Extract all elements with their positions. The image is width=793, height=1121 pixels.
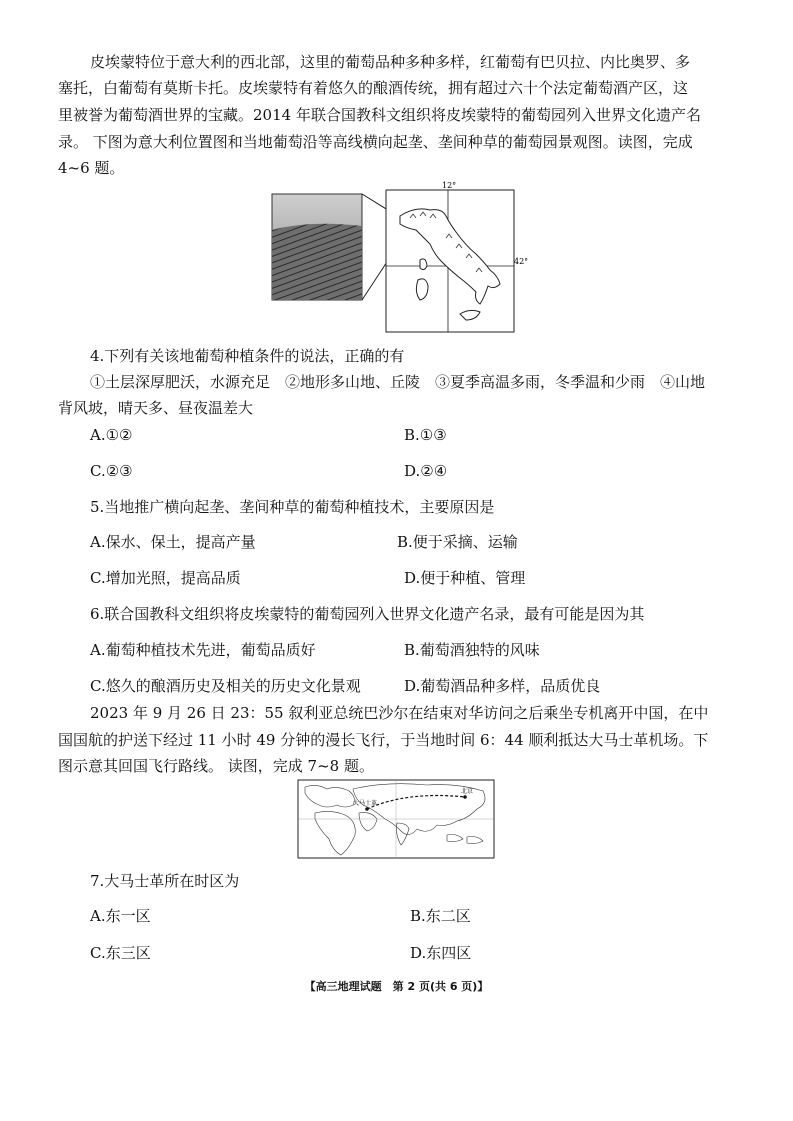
q5-stem: 5.当地推广横向起垄、垄间种草的葡萄种植技术，主要原因是 (90, 498, 495, 516)
q5-option-a[interactable]: A.保水、保土，提高产量 (90, 533, 256, 551)
intro-line-2: 塞托，白葡萄有莫斯卡托。皮埃蒙特有着悠久的酿酒传统，拥有超过六十个法定葡萄酒产区，这 (58, 79, 689, 97)
q5-option-d[interactable]: D.便于种植、管理 (404, 569, 526, 587)
q4-option-b[interactable]: B.①③ (404, 426, 447, 444)
lon-label: 12° (442, 181, 457, 190)
q7-option-c[interactable]: C.东三区 (90, 944, 151, 962)
damascus-marker (365, 807, 369, 811)
lat-label: 42° (514, 257, 529, 266)
intro-line-4: 录。 下图为意大利位置图和当地葡萄沿等高线横向起垄、垄间种草的葡萄园景观图。读图，完成 (58, 133, 693, 151)
figure-flight-route (297, 779, 495, 859)
intro2-line-2: 国国航的护送下经过 11 小时 49 分钟的漫长飞行，于当地时间 6：44 顺利抵达大马士革机场。下 (58, 731, 709, 749)
beijing-marker (463, 795, 467, 799)
q6-option-b[interactable]: B.葡萄酒独特的风味 (404, 641, 540, 659)
q7-option-d[interactable]: D.东四区 (410, 944, 472, 962)
q7-option-b[interactable]: B.东二区 (410, 907, 471, 925)
italy-map (386, 190, 514, 332)
damascus-label: 大马士革 (353, 800, 378, 807)
vineyard-photo (272, 194, 362, 300)
q4-option-c[interactable]: C.②③ (90, 462, 133, 480)
q6-option-a[interactable]: A.葡萄种植技术先进，葡萄品质好 (90, 641, 316, 659)
figure-italy (270, 180, 530, 335)
q5-option-b[interactable]: B.便于采摘、运输 (397, 533, 518, 551)
q5-option-c[interactable]: C.增加光照，提高品质 (90, 569, 241, 587)
q4-option-d[interactable]: D.②④ (404, 462, 448, 480)
q6-stem: 6.联合国教科文组织将皮埃蒙特的葡萄园列入世界文化遗产名录，最有可能是因为其 (90, 605, 645, 623)
q4-option-a[interactable]: A.①② (90, 426, 133, 444)
intro-line-3: 里被誉为葡萄酒世界的宝藏。2014 年联合国教科文组织将皮埃蒙特的葡萄园列入世界文化遗产名 (58, 106, 701, 124)
q6-option-c[interactable]: C.悠久的酿酒历史及相关的历史文化景观 (90, 677, 361, 695)
intro2-line-1: 2023 年 9 月 26 日 23：55 叙利亚总统巴沙尔在结束对华访问之后乘坐专机离开中国，在中 (90, 704, 709, 722)
intro-line-5: 4~6 题。 (58, 159, 125, 177)
intro2-line-3: 图示意其回国飞行路线。 读图，完成 7~8 题。 (58, 757, 374, 775)
beijing-label: 北京 (461, 788, 474, 795)
q4-items-2: 背风坡，晴天多、昼夜温差大 (58, 399, 254, 417)
q6-option-d[interactable]: D.葡萄酒品种多样，品质优良 (404, 677, 601, 695)
q4-items-1: ①土层深厚肥沃，水源充足 ②地形多山地、丘陵 ③夏季高温多雨，冬季温和少雨 ④山地 (90, 373, 706, 391)
q4-stem: 4.下列有关该地葡萄种植条件的说法，正确的有 (90, 347, 405, 365)
page-footer: 【高三地理试题 第 2 页(共 6 页)】 (304, 980, 489, 993)
q7-stem: 7.大马士革所在时区为 (90, 872, 240, 890)
intro-line-1: 皮埃蒙特位于意大利的西北部，这里的葡萄品种多种多样，红葡萄有巴贝拉、内比奥罗、多 (90, 53, 691, 71)
q7-option-a[interactable]: A.东一区 (90, 907, 151, 925)
